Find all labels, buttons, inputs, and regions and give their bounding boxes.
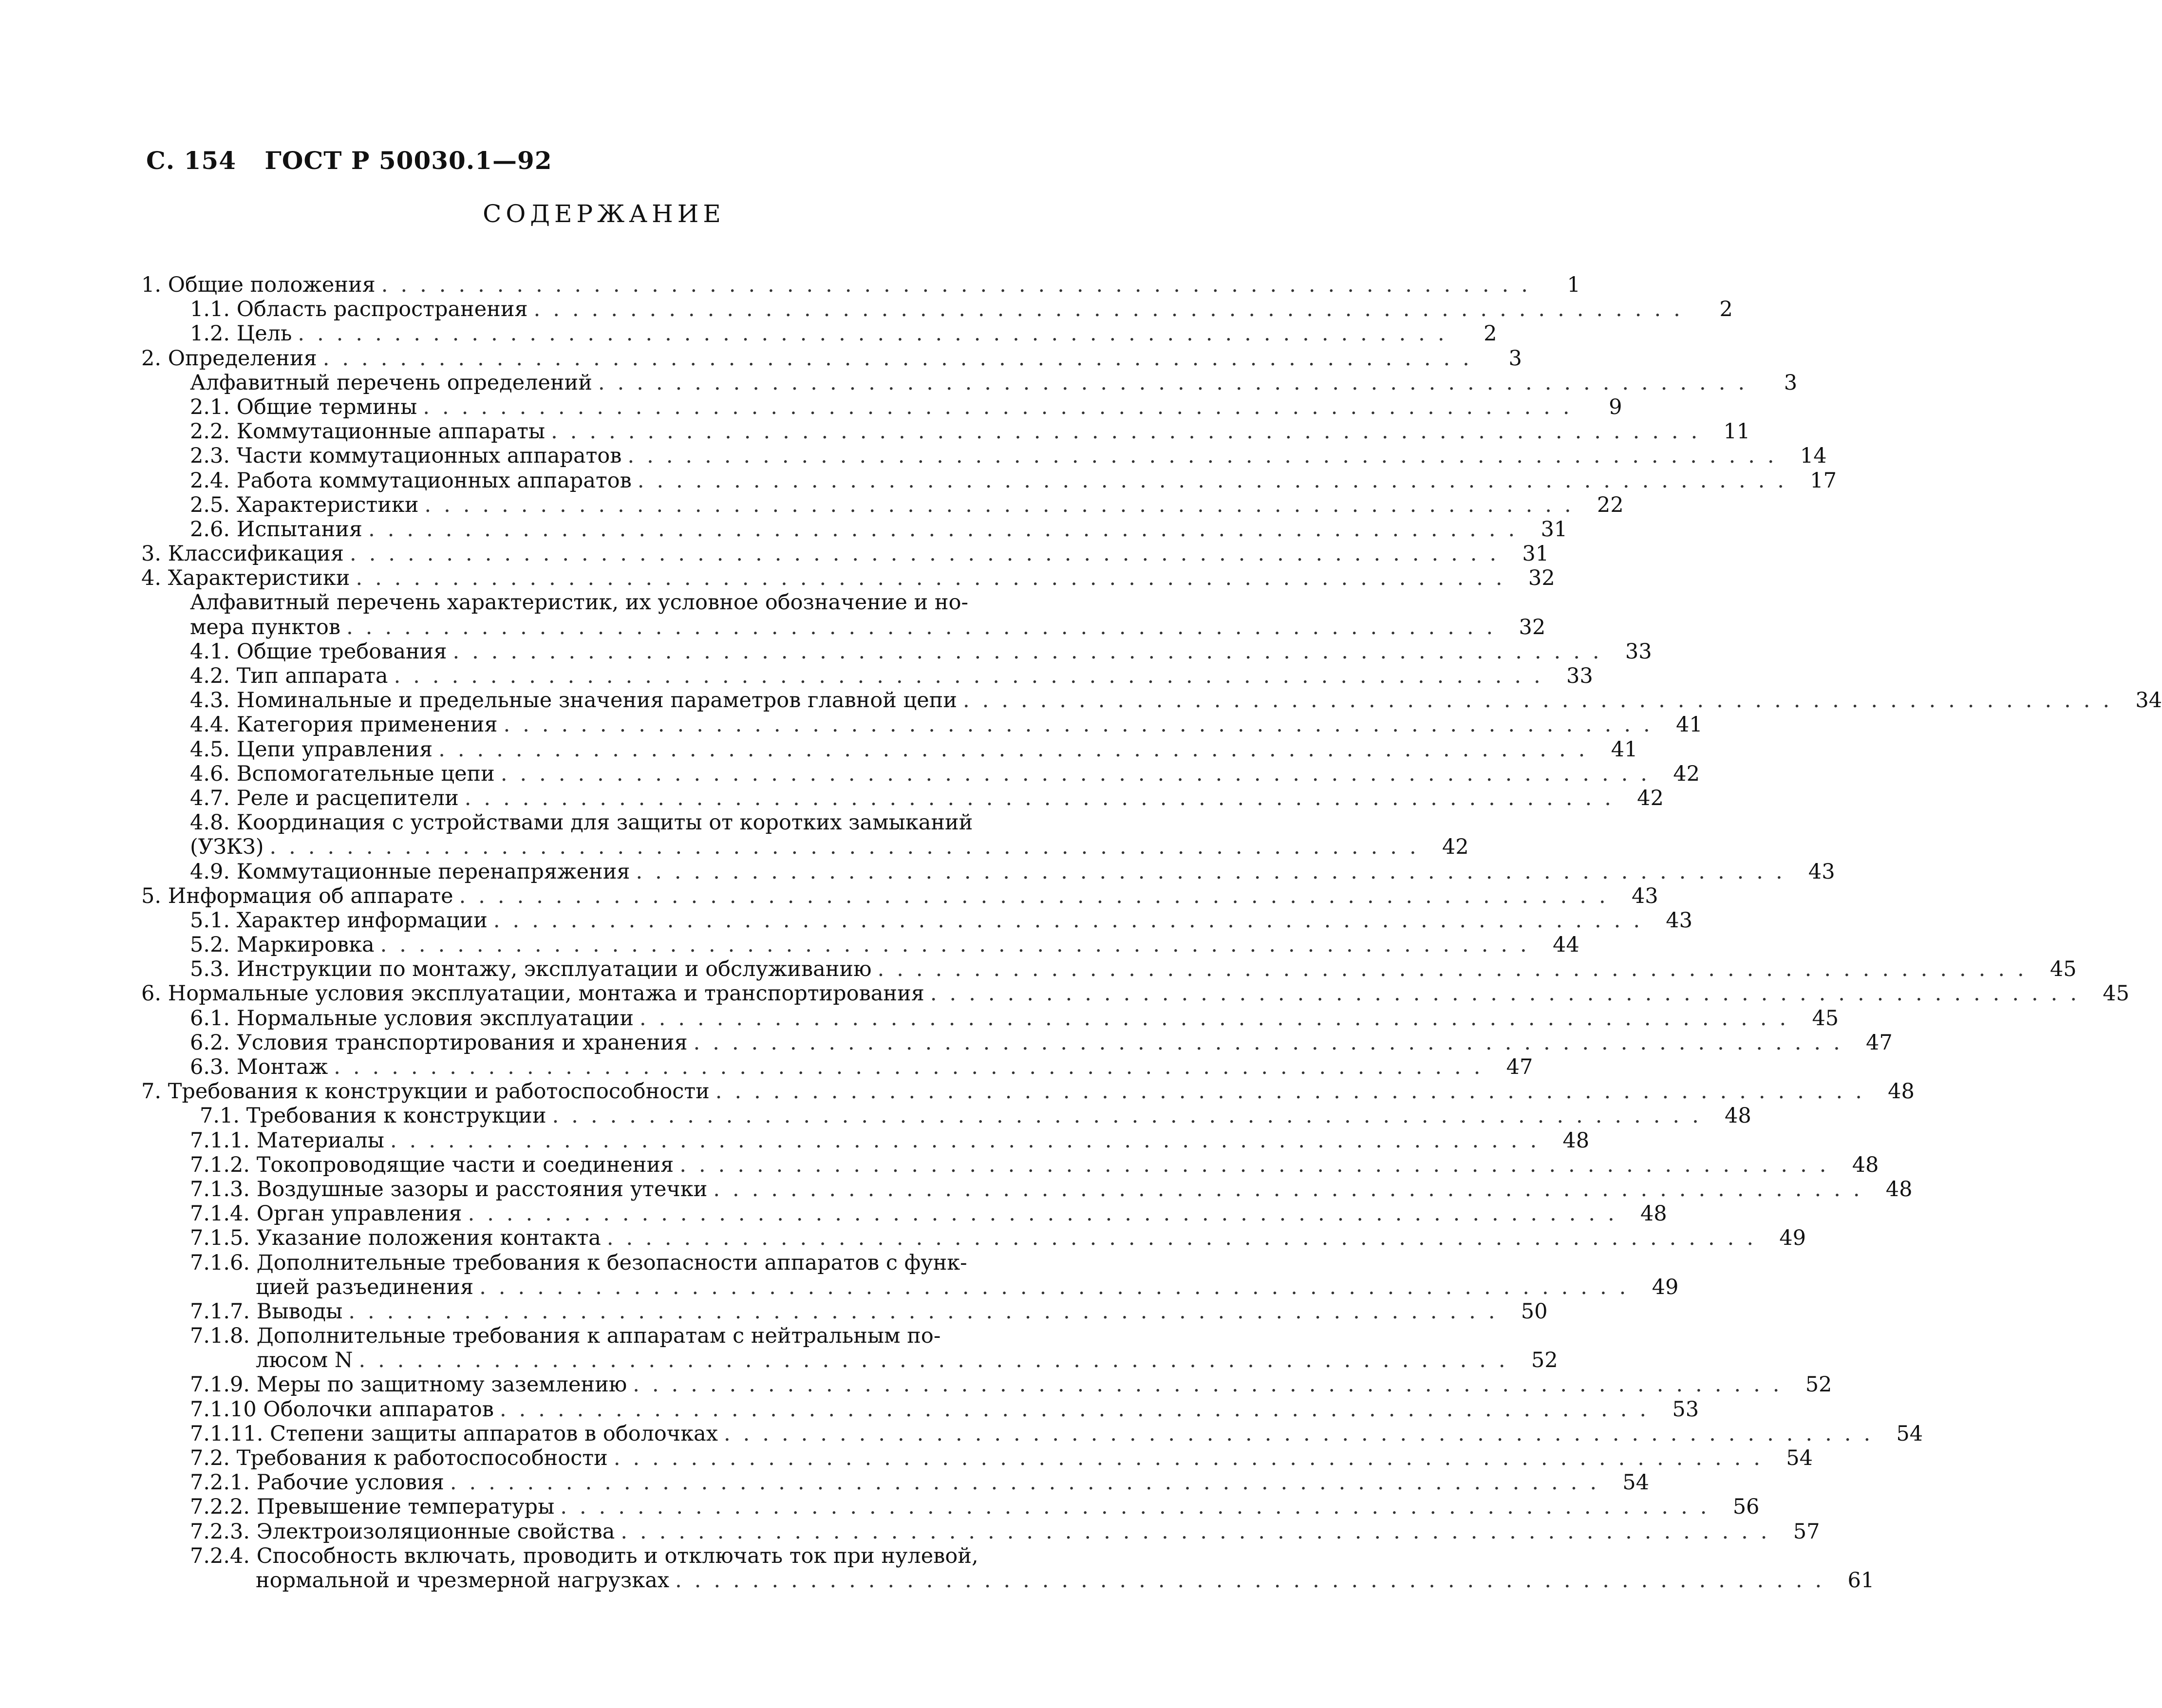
toc-entry: [141, 1275, 1679, 1299]
toc-page-number: 14: [1800, 444, 1827, 469]
toc-entry: [141, 1152, 1879, 1177]
toc-page-number: 44: [1552, 933, 1579, 957]
toc-leader-dots: ............................................................: [613, 1446, 1773, 1470]
toc-leader-dots: ............................................................: [877, 957, 2037, 982]
toc-entry: [141, 1055, 1533, 1079]
toc-entry-title: 5.3. Инструкции по монтажу, эксплуатации и обслуживанию: [190, 957, 872, 982]
toc-entry-title: 6. Нормальные условия эксплуатации, монтажа и транспортирования: [141, 981, 924, 1006]
toc-page-number: 45: [2103, 981, 2129, 1006]
toc-entry: [141, 615, 1546, 639]
toc-entry: [141, 370, 1798, 395]
page-header: [146, 146, 572, 175]
toc-leader-dots: ............................................................: [713, 1177, 1873, 1201]
toc-leader-dots: ............................................................: [503, 713, 1663, 737]
toc-entry: [141, 639, 1652, 664]
toc-leader-dots: ............................................................: [675, 1568, 1835, 1593]
toc-entry-title: 7.1.8. Дополнительные требования к аппаратам с нейтральным по-: [190, 1324, 941, 1349]
toc-page-number: 22: [1597, 492, 1624, 517]
toc-page-number: 32: [1528, 566, 1555, 591]
toc-leader-dots: ............................................................: [356, 566, 1515, 591]
toc-entry-title: 7.2. Требования к работоспособности: [190, 1446, 608, 1470]
toc-entry-title: 5. Информация об аппарате: [141, 883, 453, 908]
toc-entry-title: нормальной и чрезмерной нагрузках: [256, 1568, 670, 1593]
toc-page-number: 1: [1567, 273, 1580, 297]
toc-entry: [141, 468, 1837, 493]
toc-leader-dots: ............................................................: [493, 908, 1653, 933]
toc-entry-title: 7.1.9. Меры по защитному заземлению: [190, 1372, 627, 1397]
toc-entry-title: 7.1.11. Степени защиты аппаратов в оболочках: [190, 1421, 718, 1446]
toc-page-number: 47: [1866, 1030, 1893, 1055]
toc-entry: [141, 1372, 1832, 1397]
toc-entry-title: 7.2.1. Рабочие условия: [190, 1470, 444, 1495]
toc-entry-title: люсом N: [256, 1348, 353, 1373]
toc-entry-title: 3. Классификация: [141, 542, 344, 566]
toc-page-number: 54: [1896, 1421, 1923, 1446]
toc-entry: [141, 908, 1692, 933]
toc-page-number: 3: [1784, 370, 1798, 395]
toc-entry-title: 7.2.3. Электроизоляционные свойства: [190, 1519, 615, 1544]
toc-entry: [141, 517, 1568, 542]
toc-entry: [141, 346, 1522, 371]
toc-entry: [141, 444, 1827, 469]
toc-entry-title: 4.5. Цепи управления: [190, 737, 433, 762]
toc-entry-title: 7.1.4. Орган управления: [190, 1201, 462, 1226]
toc-entry-title: 7. Требования к конструкции и работоспособности: [141, 1079, 710, 1104]
toc-page-number: 32: [1519, 615, 1546, 639]
toc-entry-title: 7.1.1. Материалы: [190, 1128, 385, 1153]
toc-page-number: 52: [1805, 1372, 1832, 1397]
toc-entry-title: 4.8. Координация с устройствами для защиты от коротких замыканий: [190, 810, 973, 835]
toc-leader-dots: ............................................................: [468, 1201, 1627, 1226]
toc-entry: [141, 761, 1700, 786]
toc-entry-title: Алфавитный перечень характеристик, их условное обозначение и но-: [190, 590, 968, 615]
standard-number: ГОСТ Р 50030.1—92: [264, 146, 552, 175]
toc-page-number: 34: [2135, 688, 2162, 713]
toc-entry: [141, 859, 1835, 884]
toc-entry: [141, 1128, 1590, 1153]
table-of-contents: [141, 273, 2162, 1593]
toc-page-number: 47: [1506, 1055, 1533, 1079]
toc-leader-dots: ............................................................: [606, 1226, 1766, 1251]
toc-page-number: 48: [1640, 1201, 1667, 1226]
toc-leader-dots: ............................................................: [464, 786, 1624, 810]
toc-entry: [141, 1324, 1081, 1348]
toc-page-number: 54: [1786, 1446, 1813, 1470]
toc-leader-dots: ............................................................: [552, 1104, 1711, 1128]
toc-entry-title: 2. Определения: [141, 346, 317, 371]
toc-entry: [141, 1544, 1081, 1568]
toc-entry-title: 4.9. Коммутационные перенапряжения: [190, 859, 630, 884]
toc-entry-title: 4.2. Тип аппарата: [190, 664, 388, 688]
toc-entry-title: 2.3. Части коммутационных аппаратов: [190, 444, 622, 469]
toc-entry-title: (УЗКЗ): [190, 835, 264, 860]
toc-leader-dots: ............................................................: [350, 542, 1509, 566]
toc-page-number: 48: [1725, 1104, 1751, 1128]
toc-leader-dots: ............................................................: [368, 517, 1528, 542]
toc-entry: [141, 492, 1624, 517]
toc-entry: [141, 1446, 1813, 1470]
toc-entry: [141, 933, 1579, 957]
toc-page-number: 41: [1675, 713, 1703, 737]
toc-entry: [141, 1006, 1839, 1031]
toc-leader-dots: ............................................................: [438, 737, 1598, 762]
toc-entry: [141, 1104, 1751, 1128]
toc-page-number: 11: [1723, 419, 1750, 444]
toc-page-number: 42: [1442, 835, 1469, 860]
toc-entry-title: 7.1.2. Токопроводящие части и соединения: [190, 1152, 674, 1177]
toc-leader-dots: ............................................................: [633, 1372, 1792, 1397]
contents-title: СОДЕРЖАНИЕ: [483, 200, 725, 228]
toc-leader-dots: ............................................................: [390, 1128, 1550, 1153]
toc-entry: [141, 566, 1555, 591]
toc-entry: [141, 1397, 1699, 1422]
toc-entry-title: 4.6. Вспомогательные цепи: [190, 761, 495, 786]
toc-page-number: 56: [1732, 1495, 1760, 1520]
toc-entry-title: 4.3. Номинальные и предельные значения параметров главной цепи: [190, 688, 958, 713]
toc-leader-dots: ............................................................: [693, 1030, 1853, 1055]
toc-page-number: 9: [1609, 394, 1622, 419]
toc-entry-title: 7.1.5. Указание положения контакта: [190, 1226, 601, 1251]
toc-leader-dots: ............................................................: [298, 321, 1457, 346]
toc-leader-dots: ............................................................: [963, 688, 2123, 713]
toc-page-number: 57: [1793, 1519, 1820, 1544]
toc-page-number: 48: [1852, 1152, 1879, 1177]
toc-entry: [141, 664, 1593, 688]
toc-entry: [141, 1299, 1548, 1324]
toc-leader-dots: ............................................................: [500, 761, 1660, 786]
toc-entry: [141, 1348, 1558, 1373]
toc-page-number: 45: [2049, 957, 2077, 982]
toc-entry-title: 4.1. Общие требования: [190, 639, 447, 664]
toc-entry: [141, 1177, 1913, 1201]
toc-entry: [141, 957, 2077, 982]
toc-page-number: 43: [1808, 859, 1835, 884]
toc-page-number: 42: [1673, 761, 1700, 786]
toc-entry-title: мера пунктов: [190, 615, 341, 639]
toc-entry-title: 7.1. Требования к конструкции: [200, 1104, 546, 1128]
toc-entry-title: 2.1. Общие термины: [190, 394, 417, 419]
toc-page-number: 49: [1652, 1275, 1679, 1299]
toc-entry-title: 7.1.10 Оболочки аппаратов: [190, 1397, 494, 1422]
toc-entry: [141, 1251, 1081, 1275]
toc-entry-title: 5.1. Характер информации: [190, 908, 488, 933]
toc-leader-dots: ............................................................: [269, 835, 1429, 860]
toc-page-number: 31: [1522, 542, 1549, 566]
toc-entry-title: 2.6. Испытания: [190, 517, 363, 542]
toc-page-number: 41: [1611, 737, 1638, 762]
toc-leader-dots: ............................................................: [348, 1299, 1508, 1324]
toc-entry-title: цией разъединения: [256, 1275, 474, 1299]
toc-leader-dots: ............................................................: [479, 1275, 1639, 1299]
toc-entry-title: 6.1. Нормальные условия эксплуатации: [190, 1006, 634, 1031]
toc-entry-title: 7.2.4. Способность включать, проводить и отключать ток при нулевой,: [190, 1543, 978, 1568]
toc-page-number: 45: [1812, 1006, 1839, 1031]
toc-entry-title: 7.1.3. Воздушные зазоры и расстояния утечки: [190, 1177, 708, 1201]
toc-entry-title: 7.1.7. Выводы: [190, 1299, 343, 1324]
toc-leader-dots: ............................................................: [499, 1397, 1659, 1422]
toc-entry: [141, 810, 1081, 835]
toc-entry: [141, 1201, 1667, 1226]
toc-leader-dots: ............................................................: [322, 346, 1482, 371]
toc-page-number: 33: [1566, 664, 1593, 688]
toc-leader-dots: ............................................................: [627, 444, 1787, 469]
toc-leader-dots: ............................................................: [358, 1348, 1518, 1373]
toc-entry-title: 4.7. Реле и расцепители: [190, 786, 459, 810]
toc-entry: [141, 1226, 1806, 1251]
toc-entry: [141, 1568, 1875, 1593]
toc-page-number: 53: [1672, 1397, 1699, 1422]
toc-page-number: 48: [1885, 1177, 1913, 1201]
toc-leader-dots: ............................................................: [636, 859, 1795, 884]
toc-leader-dots: ............................................................: [598, 370, 1758, 395]
toc-entry: [141, 321, 1497, 346]
toc-leader-dots: ............................................................: [452, 639, 1612, 664]
toc-page-number: 43: [1631, 883, 1658, 908]
toc-entry-title: 1. Общие положения: [141, 273, 376, 297]
toc-leader-dots: ............................................................: [620, 1519, 1780, 1544]
toc-leader-dots: ............................................................: [423, 394, 1582, 419]
toc-entry-title: 4.4. Категория применения: [190, 713, 498, 737]
toc-page-number: 48: [1888, 1079, 1915, 1104]
toc-entry: [141, 1495, 1760, 1520]
toc-entry-title: 1.1. Область распространения: [190, 297, 528, 322]
toc-page-number: 48: [1562, 1128, 1590, 1153]
toc-page-number: 2: [1719, 297, 1733, 322]
toc-entry: [141, 1470, 1649, 1495]
page-label: С. 154: [146, 146, 236, 175]
toc-entry-title: 2.2. Коммутационные аппараты: [190, 419, 545, 444]
toc-page-number: 43: [1666, 908, 1692, 933]
toc-page-number: 52: [1531, 1348, 1558, 1373]
toc-leader-dots: ............................................................: [394, 664, 1553, 688]
toc-entry-title: Алфавитный перечень определений: [190, 370, 592, 395]
toc-entry-title: 6.3. Монтаж: [190, 1055, 328, 1079]
toc-entry: [141, 688, 2162, 713]
toc-entry: [141, 394, 1622, 419]
toc-entry: [141, 981, 2129, 1006]
toc-leader-dots: ............................................................: [715, 1079, 1875, 1104]
toc-entry-title: 2.4. Работа коммутационных аппаратов: [190, 468, 632, 493]
toc-page-number: 3: [1508, 346, 1522, 371]
toc-page-number: 54: [1622, 1470, 1649, 1495]
toc-entry-title: 5.2. Маркировка: [190, 933, 375, 957]
toc-entry-title: 2.5. Характеристики: [190, 492, 419, 517]
toc-leader-dots: ............................................................: [533, 297, 1693, 322]
toc-entry: [141, 1079, 1915, 1104]
toc-leader-dots: ............................................................: [724, 1421, 1883, 1446]
toc-page-number: 49: [1779, 1226, 1806, 1251]
toc-entry: [141, 1421, 1923, 1446]
toc-page-number: 33: [1625, 639, 1652, 664]
toc-leader-dots: ............................................................: [346, 615, 1506, 639]
toc-page-number: 2: [1484, 321, 1497, 346]
toc-entry: [141, 883, 1658, 908]
toc-entry: [141, 713, 1703, 737]
toc-leader-dots: ............................................................: [381, 273, 1541, 297]
toc-entry-title: 6.2. Условия транспортирования и хранения: [190, 1030, 688, 1055]
toc-entry: [141, 737, 1638, 762]
toc-entry-title: 7.2.2. Превышение температуры: [190, 1495, 555, 1520]
toc-entry-title: 1.2. Цель: [190, 321, 292, 346]
toc-leader-dots: ............................................................: [334, 1055, 1493, 1079]
toc-entry: [141, 273, 1580, 297]
toc-entry: [141, 419, 1750, 444]
toc-page-number: 42: [1637, 786, 1664, 810]
toc-leader-dots: ............................................................: [450, 1470, 1609, 1495]
toc-entry: [141, 1030, 1893, 1055]
toc-leader-dots: ............................................................: [639, 1006, 1799, 1031]
toc-leader-dots: ............................................................: [637, 468, 1797, 493]
toc-leader-dots: ............................................................: [459, 883, 1618, 908]
toc-leader-dots: ............................................................: [380, 933, 1540, 957]
toc-page-number: 31: [1541, 517, 1568, 542]
toc-page-number: 61: [1847, 1568, 1875, 1593]
toc-leader-dots: ............................................................: [679, 1152, 1839, 1177]
toc-entry-title: 7.1.6. Дополнительные требования к безопасности аппаратов с функ-: [190, 1250, 967, 1275]
toc-entry: [141, 786, 1664, 810]
toc-page-number: 17: [1810, 468, 1837, 493]
toc-leader-dots: ............................................................: [551, 419, 1711, 444]
toc-entry-title: 4. Характеристики: [141, 566, 350, 591]
toc-entry: [141, 835, 1469, 860]
toc-leader-dots: ............................................................: [424, 492, 1584, 517]
toc-entry: [141, 590, 1081, 615]
toc-entry: [141, 1519, 1820, 1544]
toc-page-number: 50: [1521, 1299, 1548, 1324]
toc-leader-dots: ............................................................: [930, 981, 2089, 1006]
toc-leader-dots: ............................................................: [560, 1495, 1720, 1520]
toc-entry: [141, 297, 1733, 322]
toc-entry: [141, 542, 1549, 566]
